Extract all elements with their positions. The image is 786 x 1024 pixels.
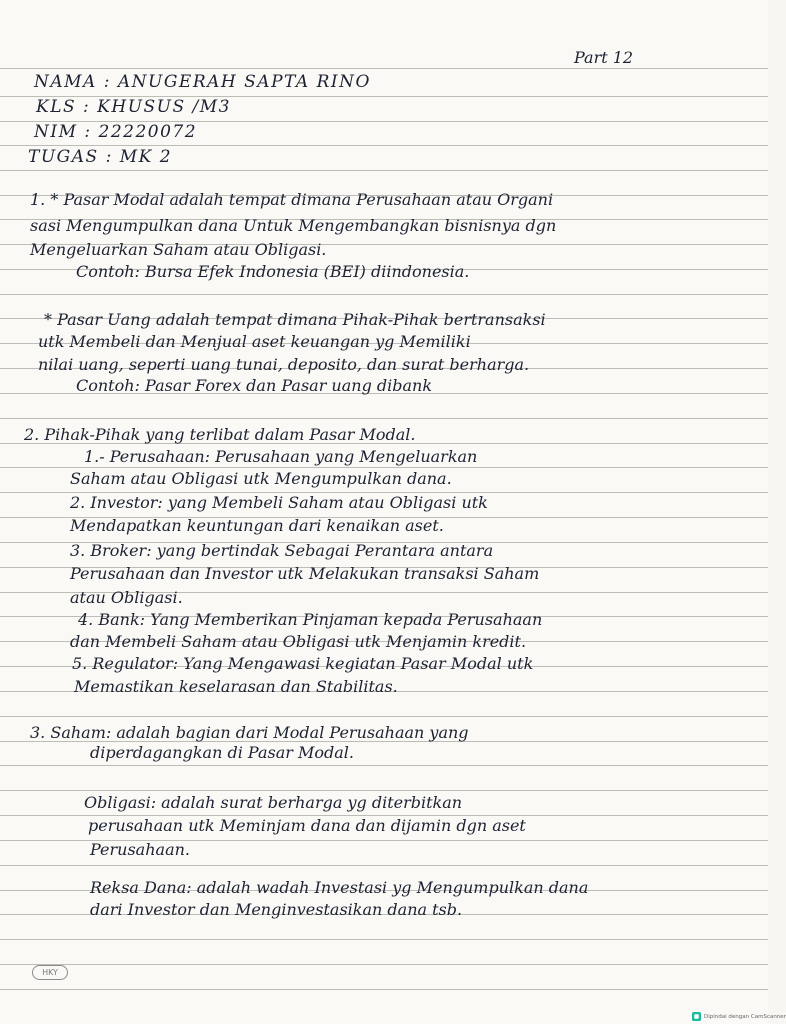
text-line: Memastikan keselarasan dan Stabilitas.	[74, 677, 398, 696]
header-nama: NAMA : ANUGERAH SAPTA RINO	[34, 72, 371, 92]
ruled-line	[0, 145, 768, 146]
text-line: utk Membeli dan Menjual aset keuangan yg Memiliki	[38, 332, 471, 351]
ruled-line	[0, 294, 768, 295]
ruled-line	[0, 939, 768, 940]
text-line: sasi Mengumpulkan dana Untuk Mengembangkan bisnisnya dgn	[30, 216, 557, 235]
ruled-line	[0, 765, 768, 766]
ruled-line	[0, 170, 768, 171]
text-line: Perusahaan.	[90, 840, 190, 859]
ruled-line	[0, 68, 768, 69]
ruled-line	[0, 790, 768, 791]
text-line: dari Investor dan Menginvestasikan dana tsb.	[90, 900, 463, 919]
text-line: dan Membeli Saham atau Obligasi utk Menjamin kredit.	[70, 632, 527, 651]
ruled-line	[0, 418, 768, 419]
ruled-line	[0, 964, 768, 965]
ruled-line	[0, 865, 768, 866]
camscanner-logo-icon	[692, 1012, 701, 1021]
notebook-brand-mark: HKY	[32, 965, 68, 980]
text-line: * Pasar Uang adalah tempat dimana Pihak-Pihak bertransaksi	[44, 310, 546, 329]
text-line: Perusahaan dan Investor utk Melakukan transaksi Saham	[70, 564, 540, 583]
header-kls: KLS : KHUSUS /M3	[36, 97, 231, 117]
scanner-watermark	[692, 1012, 786, 1021]
header-nim: NIM : 22220072	[34, 122, 198, 142]
text-line: 5. Regulator: Yang Mengawasi kegiatan Pasar Modal utk	[72, 654, 534, 673]
text-line: Reksa Dana: adalah wadah Investasi yg Mengumpulkan dana	[90, 878, 589, 897]
text-line: atau Obligasi.	[70, 588, 183, 607]
header-tugas: TUGAS : MK 2	[28, 147, 173, 167]
ruled-line	[0, 716, 768, 717]
text-line: Mengeluarkan Saham atau Obligasi.	[30, 240, 327, 259]
part-label: Part 12	[574, 48, 634, 67]
text-line: 2. Pihak-Pihak yang terlibat dalam Pasar Modal.	[24, 425, 416, 444]
scanner-footer-text: Dipindai dengan CamScanner	[704, 1013, 786, 1020]
text-line: Contoh: Pasar Forex dan Pasar uang dibank	[76, 376, 433, 395]
text-line: 4. Bank: Yang Memberikan Pinjaman kepada Perusahaan	[78, 610, 543, 629]
text-line: Mendapatkan keuntungan dari kenaikan aset.	[70, 516, 444, 535]
text-line: diperdagangkan di Pasar Modal.	[90, 743, 354, 762]
text-line: Saham atau Obligasi utk Mengumpulkan dana.	[70, 469, 452, 488]
text-line: Obligasi: adalah surat berharga yg diterbitkan	[84, 793, 463, 812]
text-line: 3. Saham: adalah bagian dari Modal Perusahaan yang	[30, 723, 469, 742]
ruled-line	[0, 989, 768, 990]
text-line: 1. * Pasar Modal adalah tempat dimana Perusahaan atau Organi	[30, 190, 554, 209]
text-line: 1.- Perusahaan: Perusahaan yang Mengeluarkan	[84, 447, 478, 466]
text-line: nilai uang, seperti uang tunai, deposito, dan surat berharga.	[38, 355, 530, 374]
text-line: perusahaan utk Meminjam dana dan dijamin dgn aset	[88, 816, 526, 835]
text-line: 2. Investor: yang Membeli Saham atau Obligasi utk	[70, 493, 488, 512]
ruled-line	[0, 467, 768, 468]
text-line: 3. Broker: yang bertindak Sebagai Perantara antara	[70, 541, 494, 560]
text-line: Contoh: Bursa Efek Indonesia (BEI) diindonesia.	[76, 262, 470, 281]
